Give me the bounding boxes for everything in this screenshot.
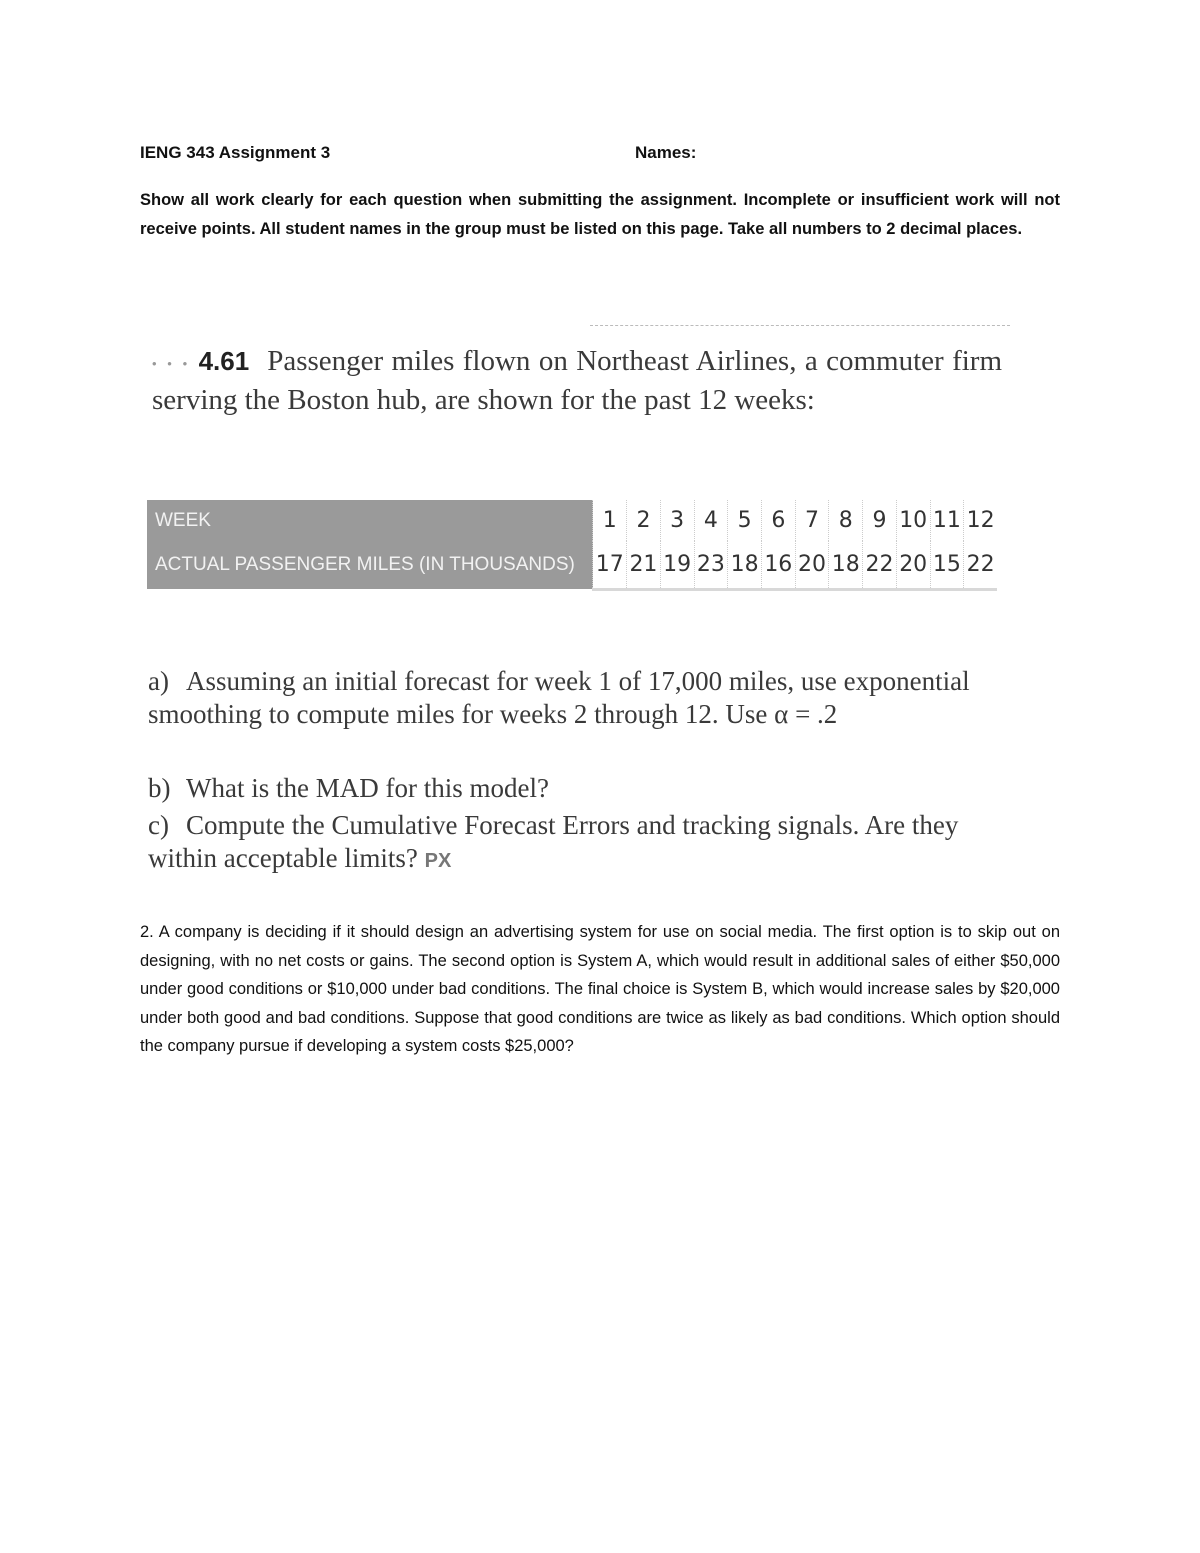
part-c-label: c) — [148, 810, 169, 840]
week-cell: 8 — [829, 500, 863, 541]
question-2: 2. A company is deciding if it should design an advertising system for use on social media. The first option is to skip out on designing, with no net costs or gains. The second option is System A, which would result in additional sales of either $50,000 under good conditions or $10,000 under bad conditions. The final choice is System B, which would increase sales by $20,000 under both good and bad conditions. Suppose that good conditions are twice as likely as bad conditions. Which option should the company pursue if developing a system costs $25,000? — [140, 923, 1060, 1055]
instructions-paragraph: Show all work clearly for each question when submitting the assignment. Incomplete or insufficient work will not receive points. All student names in the group must be listed on this page. Take all numbers to 2 decimal places. — [140, 191, 1060, 238]
table-row-miles — [147, 541, 997, 589]
week-cell: 1 — [593, 500, 627, 541]
assignment-title: IENG 343 Assignment 3 — [140, 143, 331, 162]
difficulty-dots: • • • — [152, 355, 191, 371]
miles-cell: 18 — [829, 541, 863, 589]
week-header: WEEK — [147, 500, 593, 541]
scan-artifact-line — [590, 325, 1010, 326]
miles-cell: 20 — [896, 541, 930, 589]
scanned-problem-excerpt — [130, 325, 1030, 885]
part-a-label: a) — [148, 666, 169, 696]
week-cell: 2 — [627, 500, 661, 541]
week-cell: 7 — [795, 500, 829, 541]
week-cell: 3 — [660, 500, 694, 541]
problem-text: Passenger miles flown on Northeast Airlines, a commuter firm serving the Boston hub, are shown for the past 12 weeks: — [152, 345, 1002, 416]
miles-cell: 20 — [795, 541, 829, 589]
miles-cell: 19 — [660, 541, 694, 589]
part-c — [148, 809, 1008, 878]
week-cell: 4 — [694, 500, 728, 541]
miles-cell: 15 — [930, 541, 964, 589]
part-a — [148, 665, 1008, 731]
week-cell: 10 — [896, 500, 930, 541]
miles-cell: 21 — [627, 541, 661, 589]
problem-number: 4.61 — [198, 346, 250, 376]
miles-cell: 22 — [964, 541, 997, 589]
miles-header: ACTUAL PASSENGER MILES (IN THOUSANDS) — [147, 541, 593, 589]
px-icon: PX — [424, 850, 452, 872]
week-cell: 11 — [930, 500, 964, 541]
passenger-miles-table — [147, 500, 997, 591]
part-a-text: Assuming an initial forecast for week 1 of 17,000 miles, use exponential smoothing to compute miles for weeks 2 through 12. Use α = .2 — [148, 666, 970, 729]
problem-statement — [152, 343, 1002, 419]
week-cell: 9 — [863, 500, 897, 541]
week-cell: 12 — [964, 500, 997, 541]
part-b — [148, 772, 1008, 805]
miles-cell: 18 — [728, 541, 762, 589]
miles-cell: 17 — [593, 541, 627, 589]
week-cell: 5 — [728, 500, 762, 541]
table-row-week — [147, 500, 997, 541]
part-b-text: What is the MAD for this model? — [186, 773, 549, 803]
miles-cell: 16 — [761, 541, 795, 589]
part-c-text: Compute the Cumulative Forecast Errors and tracking signals. Are they within acceptable limits? — [148, 810, 959, 873]
miles-cell: 23 — [694, 541, 728, 589]
names-label: Names: — [635, 143, 697, 162]
part-b-label: b) — [148, 773, 171, 803]
miles-cell: 22 — [863, 541, 897, 589]
week-cell: 6 — [761, 500, 795, 541]
